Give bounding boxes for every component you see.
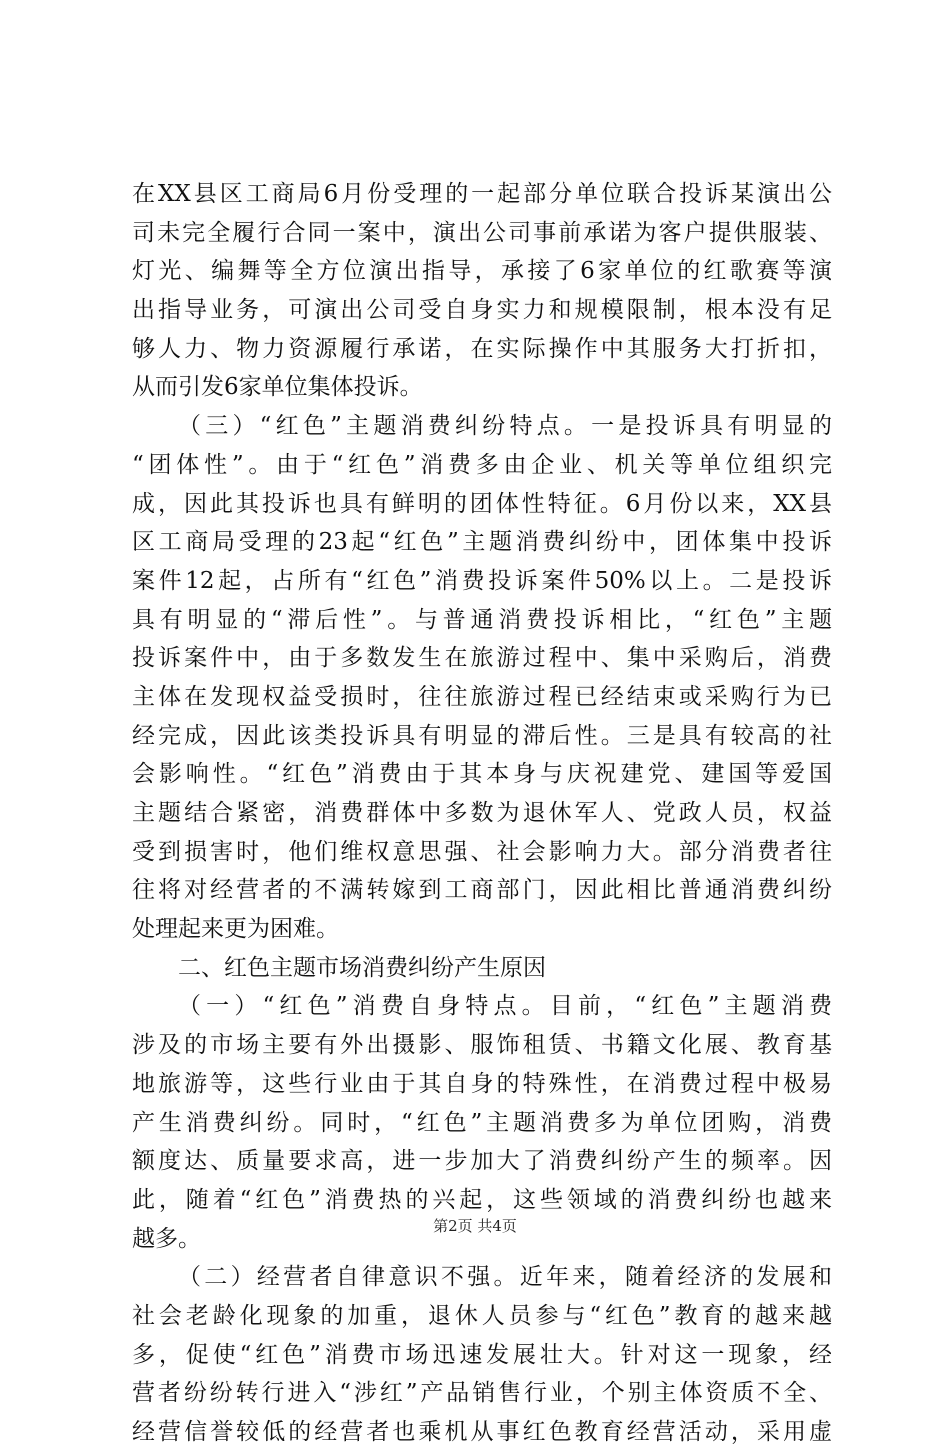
text-line: 会影响性。“红色”消费由于其本身与庆祝建党、建国等爱国 <box>132 761 832 788</box>
text-line: （一）“红色”消费自身特点。目前，“红色”主题消费 <box>178 993 832 1020</box>
text-line: 主题结合紧密，消费群体中多数为退休军人、党政人员，权益 <box>132 800 832 826</box>
text-line: 处理起来更为困难。 <box>132 916 339 943</box>
text-line: 往将对经营者的不满转嫁到工商部门，因此相比普通消费纠纷 <box>132 877 832 904</box>
text-line: 经完成，因此该类投诉具有明显的滞后性。三是具有较高的社 <box>132 722 832 749</box>
heading-line: 二、红色主题市场消费纠纷产生原因 <box>178 954 546 981</box>
text-line: （二）经营者自律意识不强。近年来，随着经济的发展和 <box>178 1264 832 1291</box>
text-line: 多，促使“红色”消费市场迅速发展壮大。针对这一现象，经 <box>132 1341 832 1368</box>
text-line: 成，因此其投诉也具有鲜明的团体性特征。6月份以来，XX县 <box>132 490 832 517</box>
text-line: 额度达、质量要求高，进一步加大了消费纠纷产生的频率。因 <box>132 1148 832 1175</box>
paragraph-case-description <box>132 175 832 407</box>
text-line: 越多。 <box>132 1225 201 1252</box>
text-line: 区工商局受理的23起“红色”主题消费纠纷中，团体集中投诉 <box>132 529 832 556</box>
text-line: 社会老龄化现象的加重，退休人员参与“红色”教育的越来越 <box>132 1302 832 1329</box>
text-line: 营者纷纷转行进入“涉红”产品销售行业，个别主体资质不全、 <box>132 1380 832 1407</box>
text-line: （三）“红色”主题消费纠纷特点。一是投诉具有明显的 <box>178 413 832 440</box>
section-heading <box>132 949 832 988</box>
text-line: 灯光、编舞等全方位演出指导，承接了6家单位的红歌赛等演 <box>132 258 832 285</box>
paragraph-operator-self-discipline <box>132 1258 832 1451</box>
text-line: 够人力、物力资源履行承诺，在实际操作中其服务大打折扣， <box>132 335 832 362</box>
text-line: 此，随着“红色”消费热的兴起，这些领域的消费纠纷也越来 <box>132 1186 832 1213</box>
text-line: 地旅游等，这些行业由于其自身的特殊性，在消费过程中极易 <box>132 1070 832 1097</box>
text-line: 具有明显的“滞后性”。与普通消费投诉相比，“红色”主题 <box>132 606 832 633</box>
text-line: 出指导业务，可演出公司受自身实力和规模限制，根本没有足 <box>132 297 832 324</box>
text-line: 投诉案件中，由于多数发生在旅游过程中、集中采购后，消费 <box>132 645 832 672</box>
text-line: 在XX县区工商局6月份受理的一起部分单位联合投诉某演出公 <box>132 181 832 207</box>
document-body <box>132 175 832 1452</box>
text-line: 主体在发现权益受损时，往往旅游过程已经结束或采购行为已 <box>132 683 832 710</box>
page-footer: 第2页 共4页 <box>433 1217 517 1235</box>
text-line: 从而引发6家单位集体投诉。 <box>132 374 423 401</box>
text-line: 案件12起，占所有“红色”消费投诉案件50%以上。二是投诉 <box>132 567 832 594</box>
text-line: 涉及的市场主要有外出摄影、服饰租赁、书籍文化展、教育基 <box>132 1032 832 1059</box>
text-line: 受到损害时，他们维权意思强、社会影响力大。部分消费者往 <box>132 838 832 865</box>
paragraph-dispute-characteristics <box>132 407 832 949</box>
text-line: “团体性”。由于“红色”消费多由企业、机关等单位组织完 <box>132 451 832 478</box>
text-line: 司未完全履行合同一案中，演出公司事前承诺为客户提供服装、 <box>132 219 832 246</box>
text-line: 产生消费纠纷。同时，“红色”主题消费多为单位团购，消费 <box>132 1109 832 1136</box>
text-line: 经营信誉较低的经营者也乘机从事红色教育经营活动，采用虚 <box>132 1419 832 1445</box>
